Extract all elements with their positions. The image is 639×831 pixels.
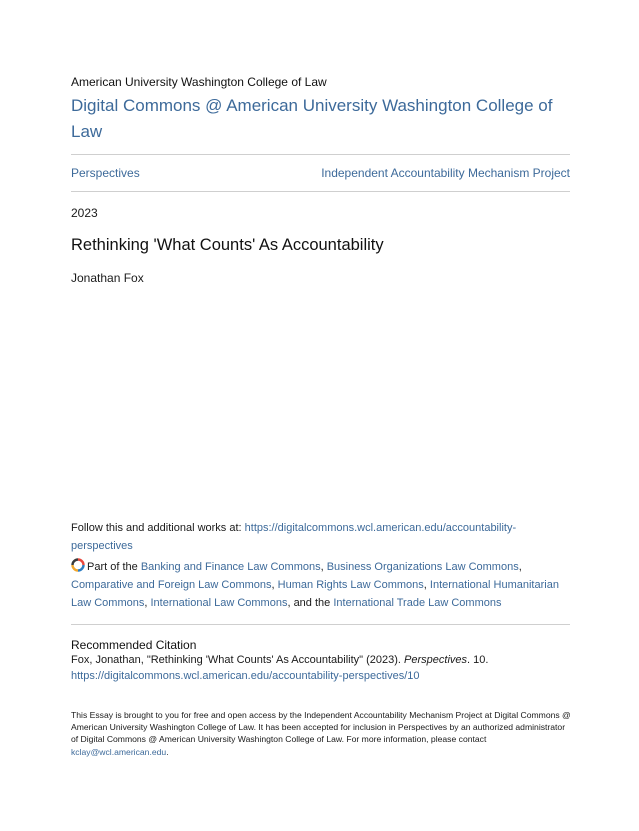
- citation-journal: Perspectives: [404, 654, 468, 666]
- digital-commons-network-icon: [71, 558, 85, 572]
- repository-link[interactable]: Digital Commons @ American University Washington College of Law: [71, 96, 553, 141]
- commons-link-international-trade[interactable]: International Trade Law Commons: [333, 597, 502, 609]
- access-notice-end: .: [166, 746, 169, 757]
- part-of-section: Part of the Banking and Finance Law Commons, Business Organizations Law Commons, Comparative and Foreign Law Commons, Human Rights Law Commons, International Humanitarian Law Commons, International Law Commons, and the International Trade Law Commons: [71, 558, 571, 612]
- part-of-prefix: Part of the: [87, 561, 138, 573]
- commons-link-international-law[interactable]: International Law Commons: [150, 597, 288, 609]
- divider-citation: [71, 624, 570, 625]
- citation-number: . 10.: [467, 654, 489, 666]
- commons-link-international-humanitarian[interactable]: International Humanitarian Law Commons: [71, 579, 559, 609]
- follow-section: [71, 519, 571, 555]
- citation-text: Fox, Jonathan, "Rethinking 'What Counts' As Accountability" (2023).: [71, 654, 401, 666]
- commons-link-business-organizations[interactable]: Business Organizations Law Commons: [326, 561, 519, 573]
- article-author: Jonathan Fox: [71, 271, 144, 285]
- part-of-and-the: , and the: [287, 597, 331, 609]
- contact-email-link[interactable]: kclay@wcl.american.edu: [71, 746, 167, 757]
- citation-heading: Recommended Citation: [71, 638, 197, 652]
- divider-nav: [71, 191, 570, 192]
- article-title: Rethinking 'What Counts' As Accountability: [71, 236, 384, 254]
- institution-name: American University Washington College of Law: [71, 75, 327, 89]
- follow-label: Follow this and additional works at:: [71, 522, 242, 534]
- series-link[interactable]: Perspectives: [71, 166, 140, 180]
- access-notice: [71, 709, 571, 758]
- divider-top: [71, 154, 570, 155]
- citation-body: [71, 653, 571, 684]
- citation-url-link[interactable]: https://digitalcommons.wcl.american.edu/accountability-perspectives/10: [71, 669, 420, 682]
- follow-url-link[interactable]: https://digitalcommons.wcl.american.edu/accountability-perspectives: [71, 522, 517, 552]
- access-notice-text: This Essay is brought to you for free and open access by the Independent Accountability Mechanism Project at Digital Commons @ American University Washington College of Law. It has been accepted for inclusion in Perspectives by an authorized administrator of Digital Commons @ American University Washington College of Law. For more information, please contact: [71, 710, 571, 745]
- project-link[interactable]: Independent Accountability Mechanism Project: [321, 166, 570, 180]
- commons-link-banking[interactable]: Banking and Finance Law Commons: [140, 561, 321, 573]
- publication-year: 2023: [71, 206, 98, 220]
- commons-link-comparative-foreign[interactable]: Comparative and Foreign Law Commons: [71, 579, 272, 591]
- commons-link-human-rights[interactable]: Human Rights Law Commons: [277, 579, 424, 591]
